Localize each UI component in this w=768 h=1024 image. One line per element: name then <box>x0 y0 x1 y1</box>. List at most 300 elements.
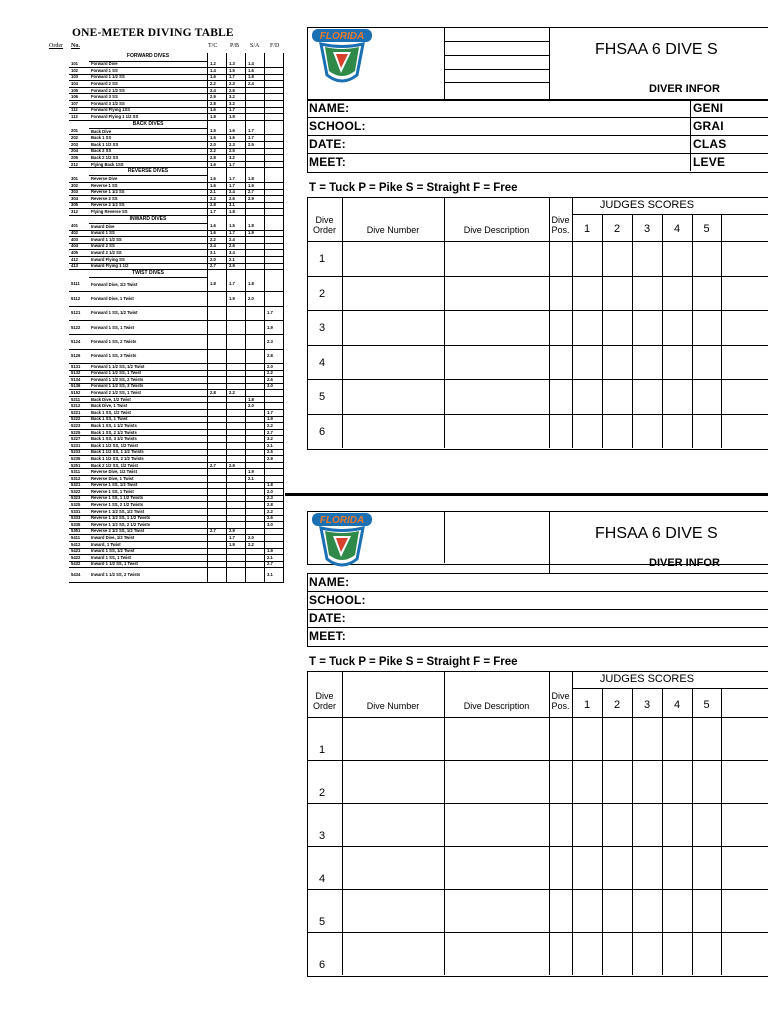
florida-logo-icon <box>311 27 373 91</box>
dive-description-input[interactable] <box>445 346 548 379</box>
degree-difficulty-cell: 1.5 <box>208 128 227 135</box>
degree-difficulty-cell <box>208 410 227 417</box>
dive-description-cell: Back 1 SS <box>89 135 208 142</box>
degree-difficulty-cell <box>227 429 246 436</box>
degree-difficulty-cell: 1.6 <box>208 107 227 114</box>
dive-description-input[interactable] <box>445 242 548 275</box>
name-field-input[interactable] <box>377 100 677 116</box>
dive-number-cell: 107 <box>69 101 89 108</box>
degree-difficulty-cell: 2.7 <box>265 429 284 436</box>
dive-number-cell: 205 <box>69 155 89 162</box>
degree-difficulty-cell: 2.0 <box>208 256 227 263</box>
judge-score-input[interactable] <box>573 277 601 310</box>
dive-description-cell: Forward 2 SS <box>89 81 208 88</box>
degree-difficulty-cell: 1.7 <box>227 230 246 237</box>
dive-order-number: 2 <box>319 786 326 799</box>
position-legend: T = Tuck P = Pike S = Straight F = Free <box>309 656 518 668</box>
dive-order-number: 3 <box>319 322 326 335</box>
judge-1-header: 1 <box>583 223 591 235</box>
score-sheet-bottom <box>307 511 768 976</box>
dive-number-input[interactable] <box>343 890 443 931</box>
dive-number-input[interactable] <box>343 277 443 310</box>
judge-score-input[interactable] <box>603 346 631 379</box>
degree-difficulty-cell <box>208 482 227 489</box>
table-row <box>47 443 284 450</box>
degree-difficulty-cell <box>208 555 227 562</box>
degree-difficulty-cell <box>227 508 246 515</box>
table-row <box>47 61 284 68</box>
judge-score-input[interactable] <box>633 311 661 344</box>
judge-score-input[interactable] <box>603 415 631 448</box>
degree-difficulty-cell <box>246 410 265 417</box>
degree-difficulty-cell: 1.9 <box>227 541 246 548</box>
dive-position-input[interactable] <box>550 718 571 759</box>
table-row <box>47 183 284 190</box>
dive-description-input[interactable] <box>445 277 548 310</box>
degree-difficulty-cell: 3.1 <box>227 202 246 209</box>
dive-number-input[interactable] <box>343 311 443 344</box>
degree-difficulty-cell: 2.4 <box>246 81 265 88</box>
degree-difficulty-cell: 1.5 <box>227 223 246 230</box>
header-rule <box>444 69 549 70</box>
degree-difficulty-cell <box>265 189 284 196</box>
judge-score-input[interactable] <box>693 380 720 413</box>
table-row <box>47 568 284 582</box>
degree-difficulty-cell: 1.7 <box>227 107 246 114</box>
degree-difficulty-cell <box>265 74 284 81</box>
degree-difficulty-cell <box>227 383 246 390</box>
dive-number-input[interactable] <box>343 346 443 379</box>
dive-position-input[interactable] <box>550 346 571 379</box>
table-row <box>47 263 284 270</box>
judge-score-input[interactable] <box>693 761 720 802</box>
table-row <box>47 135 284 142</box>
dive-position-input[interactable] <box>550 242 571 275</box>
degree-difficulty-cell: 2.2 <box>208 237 227 244</box>
degree-difficulty-cell: 2.2 <box>208 148 227 155</box>
judge-score-input[interactable] <box>633 804 661 845</box>
table-row <box>47 142 284 149</box>
degree-difficulty-cell <box>246 349 265 363</box>
judge-score-input[interactable] <box>633 761 661 802</box>
dive-number-cell: 412 <box>69 256 89 263</box>
diving-table-header <box>47 43 285 53</box>
degree-difficulty-cell: 1.9 <box>265 321 284 335</box>
dive-number-cell: 5221 <box>69 410 89 417</box>
judge-score-input[interactable] <box>573 380 601 413</box>
degree-difficulty-cell: 2.7 <box>265 561 284 568</box>
dive-description-cell: Back 1 1/2 SS, 1/2 Twist <box>89 443 208 450</box>
degree-difficulty-cell: 2.1 <box>265 555 284 562</box>
degree-difficulty-cell <box>227 568 246 582</box>
dive-description-input[interactable] <box>445 380 548 413</box>
degree-difficulty-cell <box>265 278 284 292</box>
degree-difficulty-cell: 2.1 <box>246 476 265 483</box>
judges-header-line <box>572 214 768 215</box>
dive-description-cell: Forward 1 SS, 1 Twist <box>89 321 208 335</box>
dive-number-input[interactable] <box>343 847 443 888</box>
degree-difficulty-cell <box>246 443 265 450</box>
degree-difficulty-cell: 1.5 <box>227 68 246 75</box>
judge-score-input[interactable] <box>633 242 661 275</box>
judge-score-input[interactable] <box>603 804 631 845</box>
judge-score-input[interactable] <box>603 761 631 802</box>
dive-number-cell: 5235 <box>69 456 89 463</box>
judge-score-input[interactable] <box>603 847 631 888</box>
judge-score-input[interactable] <box>663 890 691 931</box>
degree-difficulty-cell: 2.9 <box>246 196 265 203</box>
degree-difficulty-cell <box>265 114 284 121</box>
judge-score-input[interactable] <box>573 415 601 448</box>
degree-difficulty-cell: 3.2 <box>227 155 246 162</box>
score-sheet-top <box>307 27 768 467</box>
degree-difficulty-cell <box>265 469 284 476</box>
judges-scores-label: JUDGES SCORES <box>599 199 695 211</box>
table-row <box>47 476 284 483</box>
degree-difficulty-cell <box>246 370 265 377</box>
judge-score-input[interactable] <box>663 415 691 448</box>
judge-score-input[interactable] <box>573 847 601 888</box>
dive-description-input[interactable] <box>445 718 548 759</box>
judge-score-input[interactable] <box>633 415 661 448</box>
degree-difficulty-cell: 1.7 <box>227 161 246 168</box>
dive-number-input[interactable] <box>343 761 443 802</box>
degree-difficulty-cell <box>246 456 265 463</box>
table-row <box>47 449 284 456</box>
judge-score-input[interactable] <box>633 346 661 379</box>
dive-position-input[interactable] <box>550 380 571 413</box>
dive-description-cell: Inward Flying SS <box>89 256 208 263</box>
table-row <box>47 189 284 196</box>
judge-score-input[interactable] <box>663 804 691 845</box>
dive-number-cell: 106 <box>69 94 89 101</box>
judge-score-input[interactable] <box>603 242 631 275</box>
judge-score-input[interactable] <box>633 277 661 310</box>
col-dive-description: Dive Description <box>463 701 530 711</box>
header-rule <box>444 82 549 83</box>
dive-description-cell: Inward Flying 1 1/2 <box>89 263 208 270</box>
degree-difficulty-cell <box>246 243 265 250</box>
dive-description-input[interactable] <box>445 761 548 802</box>
degree-difficulty-cell <box>265 161 284 168</box>
dive-description-cell: Forward Flying 1 1/2 SS <box>89 114 208 121</box>
judge-score-input[interactable] <box>603 277 631 310</box>
judge-score-input[interactable] <box>573 718 601 759</box>
degree-difficulty-cell <box>246 101 265 108</box>
judge-score-input[interactable] <box>663 277 691 310</box>
degree-difficulty-cell: 2.3 <box>227 142 246 149</box>
dive-number-cell: 303 <box>69 189 89 196</box>
dive-description-input[interactable] <box>445 933 548 974</box>
judge-score-input[interactable] <box>663 761 691 802</box>
degree-difficulty-cell <box>208 363 227 370</box>
degree-difficulty-cell <box>246 390 265 397</box>
dive-number-input[interactable] <box>343 718 443 759</box>
dive-order-number: 1 <box>319 743 326 756</box>
degree-difficulty-cell <box>227 436 246 443</box>
degree-difficulty-cell <box>246 263 265 270</box>
dive-description-input[interactable] <box>445 890 548 931</box>
judge-score-input[interactable] <box>633 847 661 888</box>
degree-difficulty-cell: 2.2 <box>265 508 284 515</box>
degree-difficulty-cell: 2.1 <box>208 189 227 196</box>
dive-number-cell: 105 <box>69 87 89 94</box>
degree-difficulty-cell: 1.7 <box>246 135 265 142</box>
degree-difficulty-cell <box>227 495 246 502</box>
degree-difficulty-cell <box>265 142 284 149</box>
col-dive-number: Dive Number <box>366 701 420 711</box>
degree-difficulty-cell <box>246 436 265 443</box>
dive-number-cell: 5422 <box>69 555 89 562</box>
degree-difficulty-cell <box>208 548 227 555</box>
judge-score-input[interactable] <box>603 718 631 759</box>
dive-description-input[interactable] <box>445 415 548 448</box>
degree-difficulty-cell <box>246 522 265 529</box>
dive-description-cell: Forward 3 SS <box>89 94 208 101</box>
header-divider <box>549 27 550 99</box>
judge-score-input[interactable] <box>693 242 720 275</box>
dive-description-input[interactable] <box>445 311 548 344</box>
table-row <box>47 128 284 135</box>
degree-difficulty-cell <box>227 469 246 476</box>
header-pb: P/B <box>230 43 240 49</box>
judge-score-input[interactable] <box>663 380 691 413</box>
dive-number-cell: 5233 <box>69 449 89 456</box>
degree-difficulty-cell: 1.9 <box>227 114 246 121</box>
judge-score-input[interactable] <box>573 346 601 379</box>
dive-number-cell: 5222 <box>69 416 89 423</box>
degree-difficulty-cell <box>208 429 227 436</box>
logo-wordmark: FLORIDA <box>319 515 365 526</box>
school-field-input[interactable] <box>377 592 677 608</box>
degree-difficulty-cell <box>265 250 284 257</box>
dive-number-cell: 5325 <box>69 502 89 509</box>
dive-position-input[interactable] <box>550 311 571 344</box>
degree-difficulty-cell: 3.4 <box>227 250 246 257</box>
judge-score-input[interactable] <box>663 346 691 379</box>
dive-number-input[interactable] <box>343 415 443 448</box>
judge-score-input[interactable] <box>603 311 631 344</box>
judge-score-input[interactable] <box>603 890 631 931</box>
dive-number-cell: 404 <box>69 243 89 250</box>
col-dive-description: Dive Description <box>463 225 530 235</box>
degree-difficulty-cell <box>246 250 265 257</box>
judge-score-input[interactable] <box>573 761 601 802</box>
degree-difficulty-cell <box>227 335 246 349</box>
dive-position-input[interactable] <box>550 890 571 931</box>
name-field-input[interactable] <box>377 574 677 590</box>
dive-description-cell: Inward 1 1/2 SS <box>89 237 208 244</box>
dive-number-cell: 5132 <box>69 370 89 377</box>
judge-5-header: 5 <box>703 223 710 235</box>
judge-score-input[interactable] <box>663 847 691 888</box>
dive-number-cell: 302 <box>69 183 89 190</box>
judge-score-input[interactable] <box>573 311 601 344</box>
judge-score-input[interactable] <box>573 933 601 974</box>
judge-score-input[interactable] <box>693 415 720 448</box>
dive-number-cell: 203 <box>69 142 89 149</box>
judge-2-header: 2 <box>613 699 621 711</box>
dive-number-input[interactable] <box>343 242 443 275</box>
date-field-input[interactable] <box>377 136 677 152</box>
degree-difficulty-cell <box>246 508 265 515</box>
degree-difficulty-cell: 1.6 <box>227 135 246 142</box>
judge-score-input[interactable] <box>633 933 661 974</box>
sheet-title: FHSAA 6 DIVE S <box>595 525 718 542</box>
degree-difficulty-cell <box>208 436 227 443</box>
table-row <box>47 306 284 320</box>
degree-difficulty-cell <box>246 462 265 469</box>
dive-position-input[interactable] <box>550 415 571 448</box>
degree-difficulty-cell <box>208 396 227 403</box>
dive-description-cell: Inward 1 SS <box>89 230 208 237</box>
judge-score-input[interactable] <box>603 380 631 413</box>
dive-number-cell: 5122 <box>69 321 89 335</box>
dive-position-input[interactable] <box>550 933 571 974</box>
dive-number-cell: 304 <box>69 196 89 203</box>
judge-score-input[interactable] <box>573 804 601 845</box>
table-row <box>47 101 284 108</box>
degree-difficulty-cell <box>246 568 265 582</box>
dive-number-cell: 5112 <box>69 292 89 306</box>
date-field-input[interactable] <box>377 610 677 626</box>
degree-difficulty-cell: 1.8 <box>227 209 246 216</box>
dive-number-cell: 5136 <box>69 383 89 390</box>
degree-difficulty-cell: 2.0 <box>246 403 265 410</box>
judge-score-input[interactable] <box>663 718 691 759</box>
table-row <box>47 410 284 417</box>
judge-score-input[interactable] <box>633 718 661 759</box>
dive-position-input[interactable] <box>550 277 571 310</box>
degree-difficulty-cell: 2.9 <box>265 456 284 463</box>
degree-difficulty-cell <box>265 541 284 548</box>
header-sa: S/A <box>250 43 260 49</box>
dive-number-input[interactable] <box>343 804 443 845</box>
dive-order-number: 6 <box>319 958 326 971</box>
degree-difficulty-cell <box>208 370 227 377</box>
table-row <box>47 223 284 230</box>
dive-number-input[interactable] <box>343 380 443 413</box>
dive-description-cell: Inward 1 1/2 SS, 2 Twists <box>89 568 208 582</box>
judge-score-input[interactable] <box>693 277 720 310</box>
degree-difficulty-cell <box>265 68 284 75</box>
dive-description-cell: Reverse Dive, 1/2 Twist <box>89 469 208 476</box>
dive-position-input[interactable] <box>550 847 571 888</box>
dive-description-cell: Reverse Dive <box>89 176 208 183</box>
degree-difficulty-cell: 3.1 <box>208 250 227 257</box>
degree-difficulty-cell <box>265 396 284 403</box>
dive-position-input[interactable] <box>550 761 571 802</box>
degree-difficulty-cell: 1.3 <box>227 61 246 68</box>
dive-number-cell: 5434 <box>69 568 89 582</box>
dive-description-input[interactable] <box>445 847 548 888</box>
diver-info-label: DIVER INFOR <box>649 557 720 569</box>
table-row <box>47 243 284 250</box>
degree-difficulty-cell <box>227 321 246 335</box>
dive-number-input[interactable] <box>343 933 443 974</box>
degree-difficulty-cell: 2.7 <box>208 263 227 270</box>
degree-difficulty-cell <box>265 230 284 237</box>
judge-score-input[interactable] <box>663 242 691 275</box>
degree-difficulty-cell <box>246 423 265 430</box>
dive-order-number: 4 <box>319 356 326 369</box>
table-row <box>47 161 284 168</box>
table-row <box>47 250 284 257</box>
degree-difficulty-cell: 3.0 <box>265 383 284 390</box>
degree-difficulty-cell <box>246 482 265 489</box>
dive-description-cell: Back 1 SS, 1/2 Twist <box>89 410 208 417</box>
degree-difficulty-cell: 2.2 <box>208 81 227 88</box>
judge-score-input[interactable] <box>693 890 720 931</box>
degree-difficulty-cell: 1.7 <box>227 183 246 190</box>
judge-score-input[interactable] <box>693 933 720 974</box>
degree-difficulty-cell: 1.8 <box>265 482 284 489</box>
degree-difficulty-cell <box>227 377 246 384</box>
degree-difficulty-cell <box>227 370 246 377</box>
judge-score-input[interactable] <box>693 346 720 379</box>
dive-description-cell: Reverse Dive, 1 Twist <box>89 476 208 483</box>
degree-difficulty-cell: 1.7 <box>227 535 246 542</box>
judge-score-input[interactable] <box>633 890 661 931</box>
degree-difficulty-cell <box>227 403 246 410</box>
degree-difficulty-cell: 3.2 <box>265 436 284 443</box>
degree-difficulty-cell: 1.6 <box>208 230 227 237</box>
judge-score-input[interactable] <box>663 933 691 974</box>
dive-description-cell: Inward 2 SS <box>89 243 208 250</box>
judge-score-input[interactable] <box>693 311 720 344</box>
judge-2-header: 2 <box>613 223 621 235</box>
judge-score-input[interactable] <box>633 380 661 413</box>
dive-description-cell: Forward 1 1/2 SS, 1 Twist <box>89 370 208 377</box>
dive-description-input[interactable] <box>445 804 548 845</box>
meet-field-input[interactable] <box>377 628 677 644</box>
degree-difficulty-cell: 2.4 <box>227 237 246 244</box>
dive-position-input[interactable] <box>550 804 571 845</box>
dive-number-cell: 212 <box>69 161 89 168</box>
dive-number-cell: 413 <box>69 263 89 270</box>
dive-description-cell: Forward 2 1/2 SS <box>89 87 208 94</box>
judge-score-input[interactable] <box>573 890 601 931</box>
dive-number-cell: 5312 <box>69 476 89 483</box>
date-field-label: DATE: <box>309 611 346 625</box>
meet-field-input[interactable] <box>377 154 677 170</box>
table-row <box>47 94 284 101</box>
class-field-label: CLAS <box>693 137 727 151</box>
dive-number-cell: 113 <box>69 114 89 121</box>
degree-difficulty-cell: 1.2 <box>208 61 227 68</box>
judge-score-input[interactable] <box>693 847 720 888</box>
degree-difficulty-cell <box>246 148 265 155</box>
degree-difficulty-cell <box>246 449 265 456</box>
date-field-label: DATE: <box>309 137 346 151</box>
judge-score-input[interactable] <box>693 718 720 759</box>
school-field-input[interactable] <box>377 118 677 134</box>
dive-description-cell: Reverse 2 1/2 SS <box>89 202 208 209</box>
level-field-label: LEVE <box>693 155 726 169</box>
judge-score-input[interactable] <box>603 933 631 974</box>
degree-difficulty-cell <box>208 321 227 335</box>
table-row <box>47 81 284 88</box>
dive-description-cell: Forward Flying 1SS <box>89 107 208 114</box>
dive-description-cell: Forward 3 1/2 SS <box>89 101 208 108</box>
judge-score-input[interactable] <box>573 242 601 275</box>
judge-score-input[interactable] <box>663 311 691 344</box>
dive-description-cell: Inward Dive <box>89 223 208 230</box>
judge-score-input[interactable] <box>693 804 720 845</box>
degree-difficulty-cell <box>246 363 265 370</box>
dive-description-cell: Inward 1 SS, 1/2 Twist <box>89 548 208 555</box>
dive-number-cell: 104 <box>69 81 89 88</box>
